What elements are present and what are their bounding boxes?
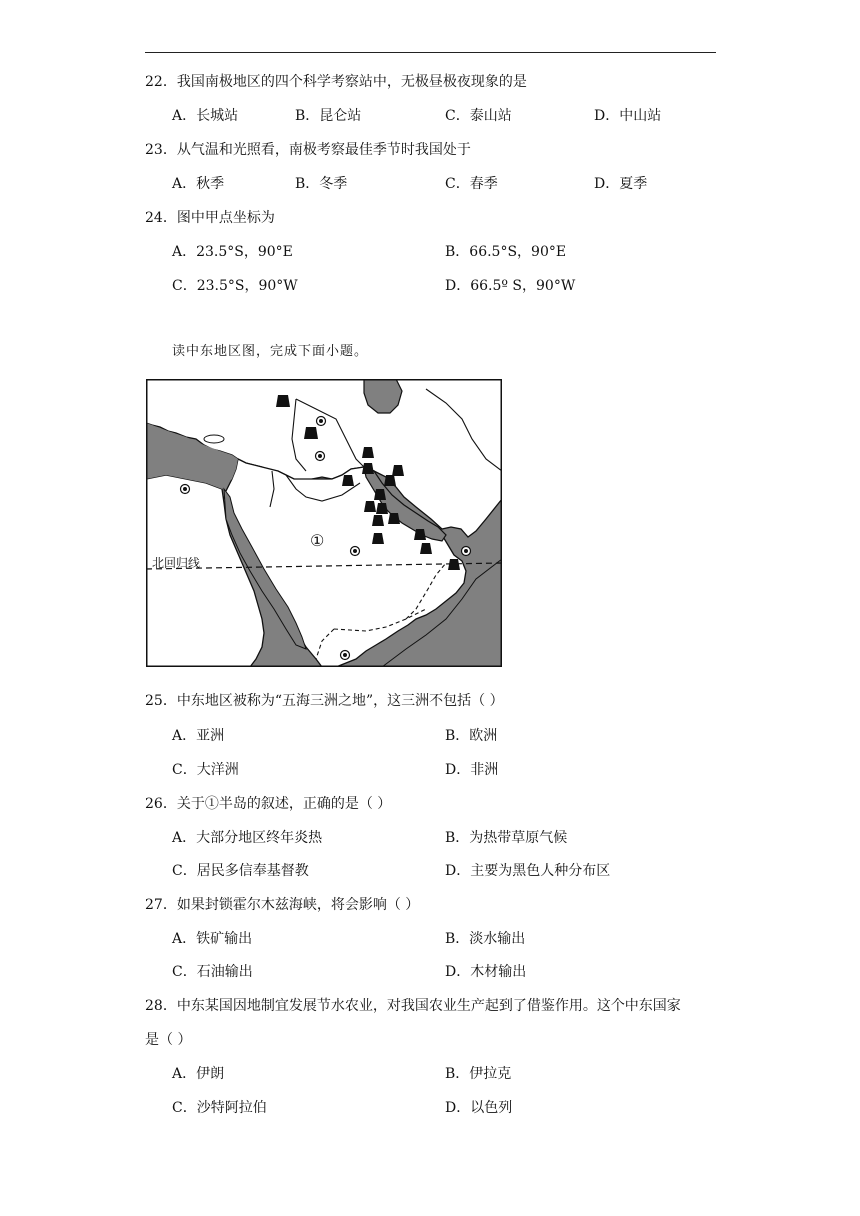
q28-option-b[interactable]: B．伊拉克	[445, 1066, 512, 1082]
oil-field-icon	[384, 475, 396, 486]
oil-field-icon	[304, 427, 318, 439]
q26-option-b[interactable]: B．为热带草原气候	[445, 830, 568, 846]
q25-option-c[interactable]: C．大洋洲	[172, 762, 239, 778]
city-dot	[319, 455, 322, 458]
q28-option-c[interactable]: C．沙特阿拉伯	[172, 1100, 267, 1116]
question-24-stem: 24．图中甲点坐标为	[145, 210, 275, 226]
peninsula-label: ①	[310, 531, 325, 550]
question-22-stem: 22．我国南极地区的四个科学考察站中，无极昼极夜现象的是	[145, 74, 527, 90]
q23-option-d[interactable]: D．夏季	[594, 176, 648, 192]
question-28-stem-cont: 是（ ）	[145, 1032, 192, 1048]
city-dot	[465, 550, 468, 553]
middle-east-map	[146, 379, 502, 667]
q26-option-a[interactable]: A．大部分地区终年炎热	[172, 830, 323, 846]
oil-field-icon	[372, 515, 384, 526]
oil-field-icon	[372, 533, 384, 544]
oil-field-icon	[388, 513, 400, 524]
q25-option-d[interactable]: D．非洲	[445, 762, 499, 778]
q22-option-a[interactable]: A．长城站	[172, 108, 239, 124]
city-dot	[320, 420, 323, 423]
q24-option-c[interactable]: C．23.5°S，90°W	[172, 278, 298, 294]
q27-option-c[interactable]: C．石油输出	[172, 964, 253, 980]
oil-field-icon	[276, 395, 290, 407]
tropic-label: 北回归线	[152, 556, 201, 570]
q24-option-b[interactable]: B．66.5°S，90°E	[445, 244, 567, 260]
q22-option-b[interactable]: B．昆仑站	[295, 108, 362, 124]
q22-option-c[interactable]: C．泰山站	[445, 108, 512, 124]
q23-option-b[interactable]: B．冬季	[295, 176, 348, 192]
q25-option-b[interactable]: B．欧洲	[445, 728, 498, 744]
oil-field-icon	[448, 559, 460, 570]
oil-field-icon	[376, 503, 388, 514]
q23-option-a[interactable]: A．秋季	[172, 176, 225, 192]
question-28-stem: 28．中东某国因地制宜发展节水农业，对我国农业生产起到了借鉴作用。这个中东国家	[145, 998, 681, 1014]
q26-option-d[interactable]: D．主要为黑色人种分布区	[445, 863, 611, 879]
cyprus-island	[204, 435, 224, 443]
top-rule	[145, 52, 716, 53]
oil-field-icon	[364, 501, 376, 512]
q27-option-a[interactable]: A．铁矿输出	[172, 931, 253, 947]
city-dot	[184, 488, 187, 491]
q26-option-c[interactable]: C．居民多信奉基督教	[172, 863, 309, 879]
question-27-stem: 27．如果封锁霍尔木兹海峡，将会影响（ ）	[145, 897, 420, 913]
oil-field-icon	[420, 543, 432, 554]
oil-field-icon	[342, 475, 354, 486]
oil-field-icon	[414, 529, 426, 540]
oil-field-icon	[362, 447, 374, 458]
q28-option-d[interactable]: D．以色列	[445, 1100, 513, 1116]
q22-option-d[interactable]: D．中山站	[594, 108, 662, 124]
oil-field-icon	[392, 465, 404, 476]
question-23-stem: 23．从气温和光照看，南极考察最佳季节时我国处于	[145, 142, 471, 158]
q24-option-a[interactable]: A．23.5°S，90°E	[172, 244, 293, 260]
q27-option-b[interactable]: B．淡水输出	[445, 931, 526, 947]
map-intro-text: 读中东地区图，完成下面小题。	[172, 344, 369, 359]
q28-option-a[interactable]: A．伊朗	[172, 1066, 225, 1082]
q25-option-a[interactable]: A．亚洲	[172, 728, 225, 744]
question-25-stem: 25．中东地区被称为“五海三洲之地”，这三洲不包括（ ）	[145, 693, 504, 709]
city-dot	[354, 550, 357, 553]
city-dot	[344, 654, 347, 657]
question-26-stem: 26．关于①半岛的叙述，正确的是（ ）	[145, 796, 392, 812]
q27-option-d[interactable]: D．木材输出	[445, 964, 527, 980]
oil-field-icon	[362, 463, 374, 474]
q24-option-d[interactable]: D．66.5º S，90°W	[445, 278, 576, 294]
oil-field-icon	[374, 489, 386, 500]
q23-option-c[interactable]: C．春季	[445, 176, 498, 192]
